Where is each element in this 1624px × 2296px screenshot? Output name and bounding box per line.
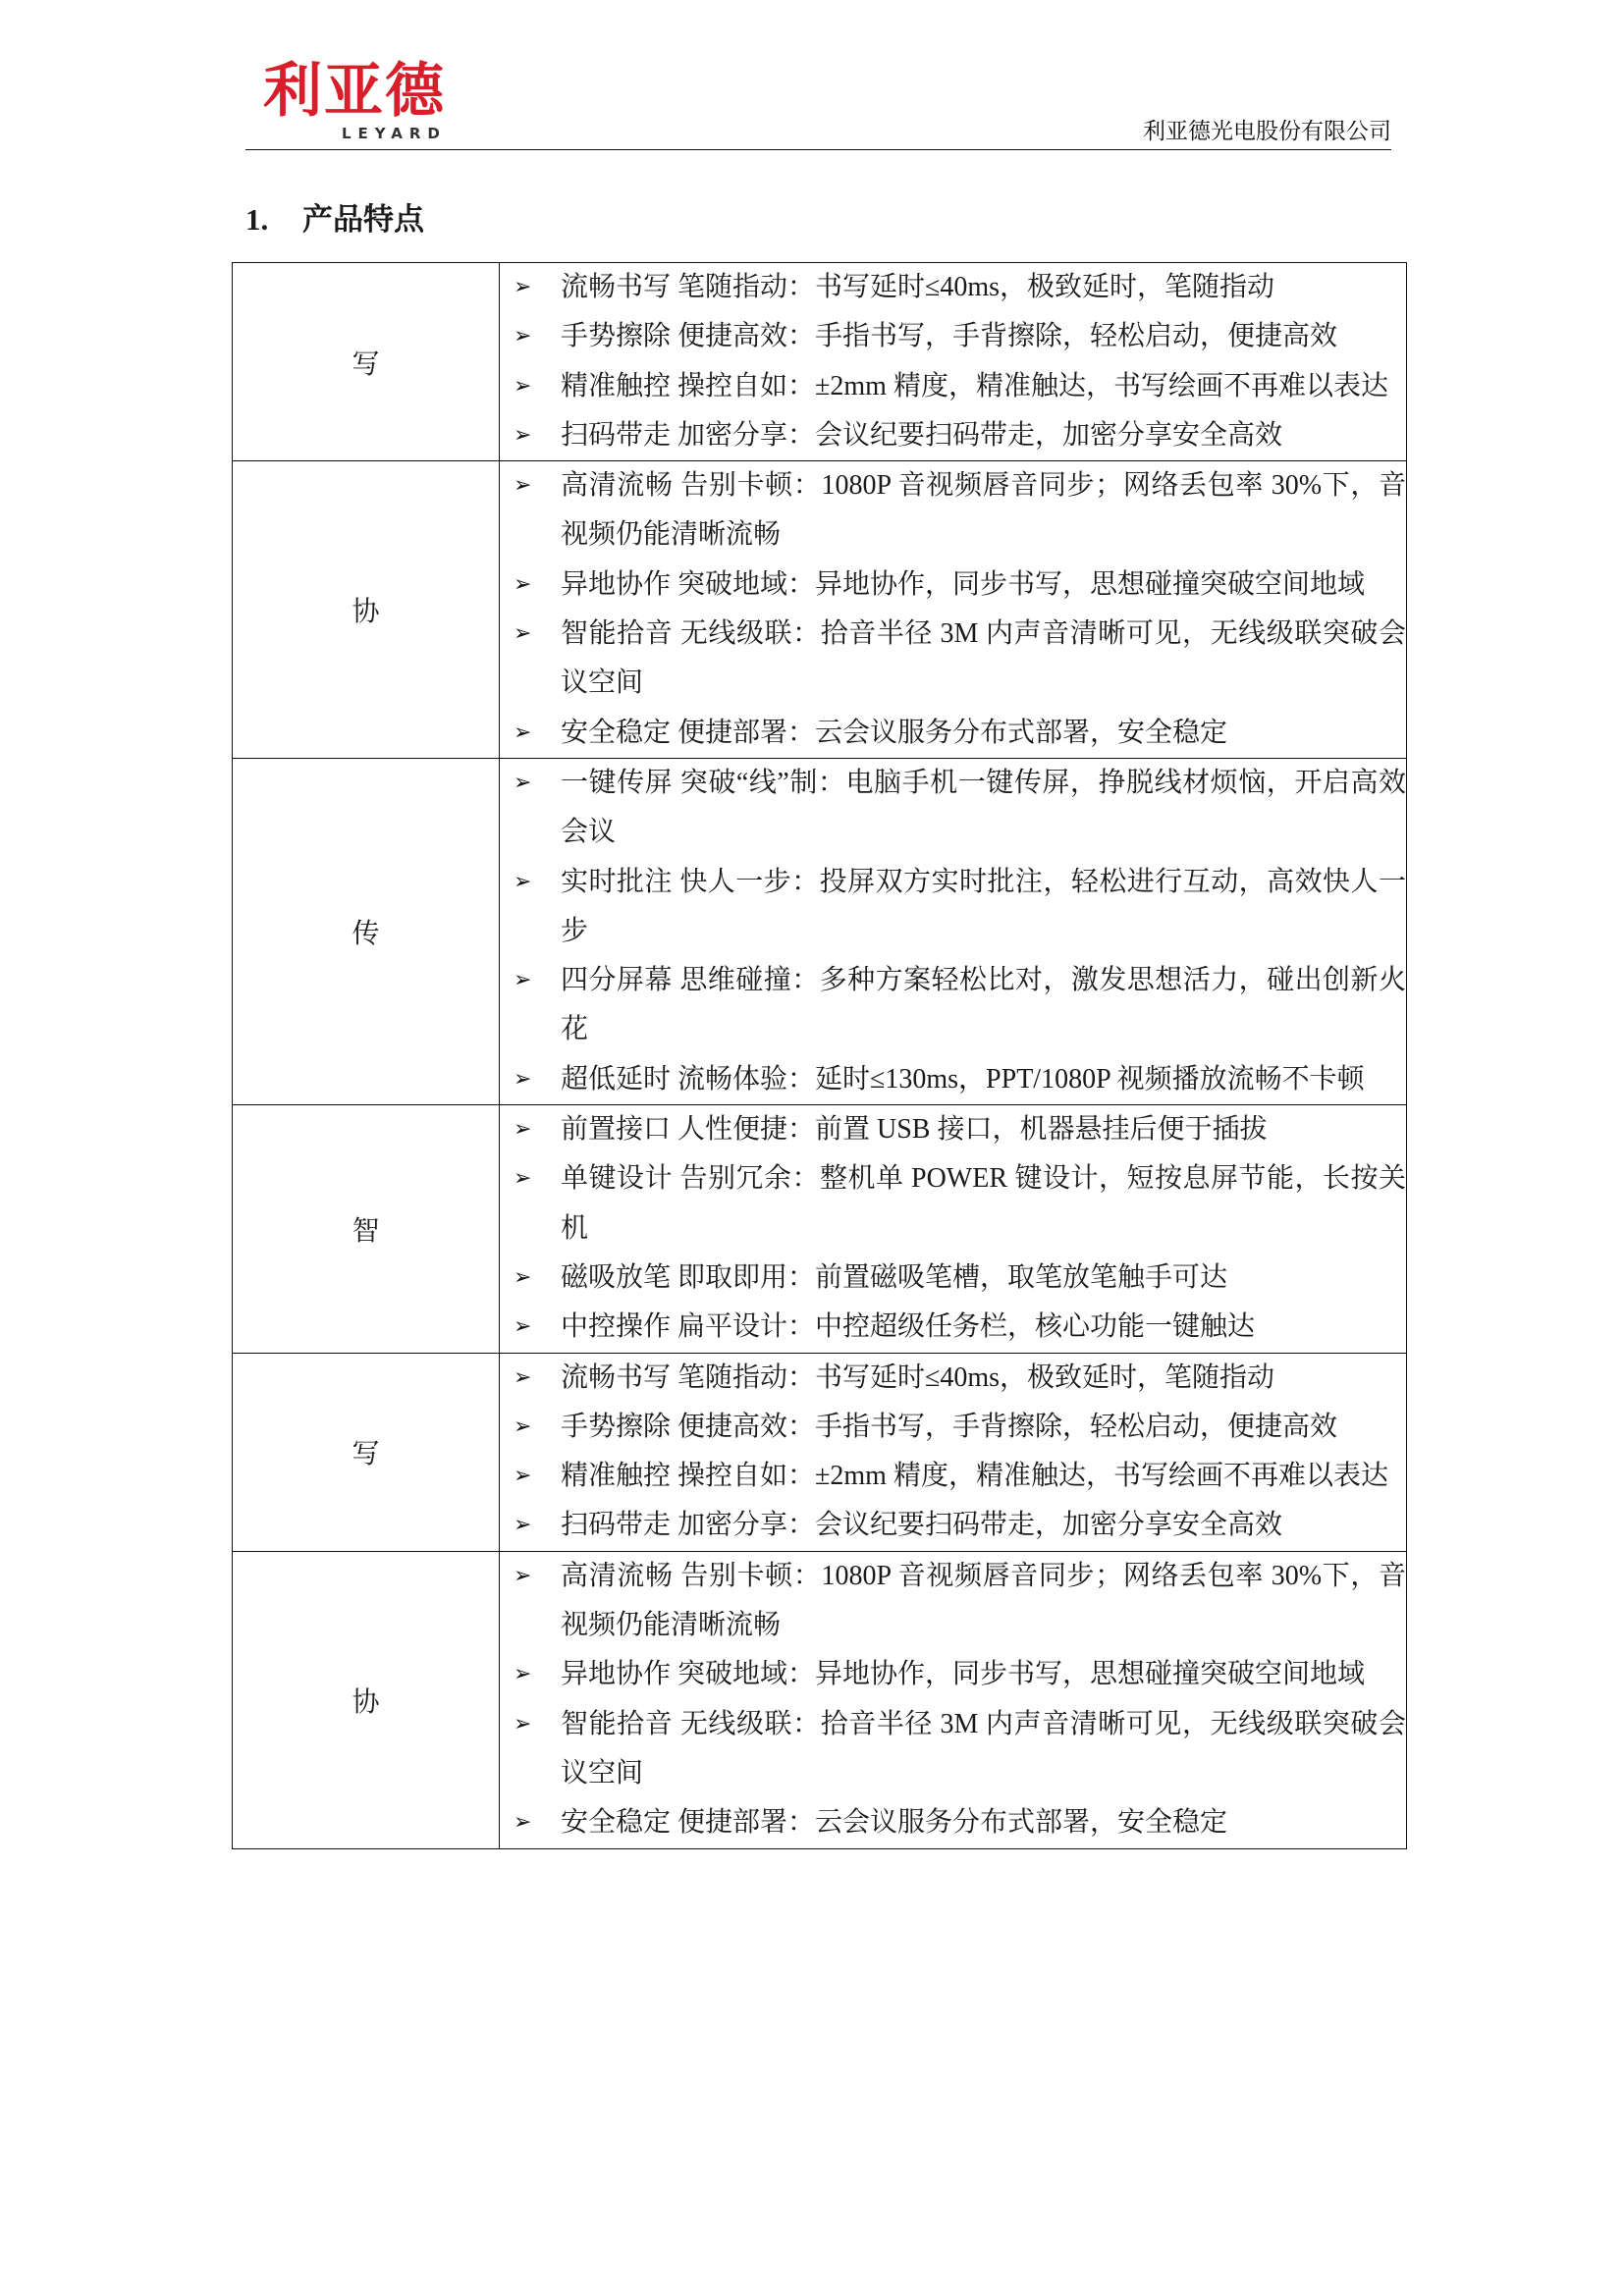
feature-row <box>233 263 1407 461</box>
feature-item-text: 延时≤130ms，PPT/1080P 视频播放流畅不卡顿 <box>815 1063 1365 1095</box>
feature-item-text: 1080P 音视频唇音同步；网络丢包率 30%下，音视频仍能清晰流畅 <box>561 470 1406 551</box>
category-cell: 写 <box>233 1353 500 1551</box>
feature-item <box>500 759 1406 858</box>
feature-item <box>500 1798 1406 1847</box>
feature-row <box>233 461 1407 759</box>
feature-item-text: 异地协作，同步书写，思想碰撞突破空间地域 <box>815 568 1366 600</box>
arrowhead-bullet-icon: ➢ <box>514 373 532 399</box>
feature-items-cell <box>500 263 1407 461</box>
category-cell: 协 <box>233 461 500 759</box>
arrowhead-bullet-icon: ➢ <box>514 621 532 647</box>
feature-item <box>500 411 1406 460</box>
feature-item-text: 1080P 音视频唇音同步；网络丢包率 30%下，音视频仍能清晰流畅 <box>561 1560 1406 1641</box>
feature-item <box>500 1354 1406 1403</box>
feature-item <box>500 610 1406 709</box>
feature-item-title: 手势擦除 便捷高效： <box>561 321 816 352</box>
company-name: 利亚德光电股份有限公司 <box>1143 119 1391 143</box>
feature-item-text: 前置 USB 接口，机器悬挂后便于插拔 <box>815 1114 1268 1146</box>
arrowhead-bullet-icon: ➢ <box>514 324 532 349</box>
feature-item-title: 异地协作 突破地域： <box>561 1659 816 1690</box>
feature-item-title: 前置接口 人性便捷： <box>561 1114 816 1146</box>
feature-item-text: 拾音半径 3M 内声音清晰可见，无线级联突破会议空间 <box>561 618 1406 699</box>
feature-item <box>500 1303 1406 1352</box>
feature-item <box>500 263 1406 312</box>
feature-item-title: 智能拾音 无线级联： <box>561 618 821 650</box>
feature-item-text: 手指书写，手背擦除，轻松启动，便捷高效 <box>815 1411 1338 1442</box>
feature-item-title: 智能拾音 无线级联： <box>561 1708 821 1739</box>
feature-item-text: 书写延时≤40ms，极致延时，笔随指动 <box>815 272 1275 302</box>
header-divider <box>245 149 1391 150</box>
feature-item-title: 四分屏幕 思维碰撞： <box>561 965 820 996</box>
feature-table-body <box>233 263 1407 1849</box>
feature-item-text: 整机单 POWER 键设计，短按息屏节能，长按关机 <box>561 1163 1406 1244</box>
feature-item-text: 手指书写，手背擦除，轻松启动，便捷高效 <box>815 321 1338 352</box>
feature-item <box>500 1650 1406 1699</box>
arrowhead-bullet-icon: ➢ <box>514 1414 532 1439</box>
feature-item <box>500 1501 1406 1550</box>
feature-item <box>500 362 1406 411</box>
feature-item <box>500 1055 1406 1104</box>
arrowhead-bullet-icon: ➢ <box>514 770 532 795</box>
section-heading <box>245 200 424 240</box>
feature-item <box>500 1254 1406 1303</box>
feature-item-text: 云会议服务分布式部署，安全稳定 <box>815 1807 1228 1839</box>
arrowhead-bullet-icon: ➢ <box>514 869 532 894</box>
feature-item <box>500 1452 1406 1501</box>
feature-item-title: 实时批注 快人一步： <box>561 866 820 897</box>
feature-item-title: 流畅书写 笔随指动： <box>561 272 816 302</box>
arrowhead-bullet-icon: ➢ <box>514 1810 532 1836</box>
feature-row <box>233 1105 1407 1353</box>
feature-item-text: 异地协作，同步书写，思想碰撞突破空间地域 <box>815 1659 1366 1690</box>
feature-list <box>500 1105 1406 1352</box>
arrowhead-bullet-icon: ➢ <box>514 720 532 745</box>
feature-item-title: 安全稳定 便捷部署： <box>561 717 816 748</box>
feature-item-title: 中控操作 扁平设计： <box>561 1311 816 1343</box>
feature-items-cell <box>500 461 1407 759</box>
feature-item-title: 高清流畅 告别卡顿： <box>561 470 822 502</box>
arrowhead-bullet-icon: ➢ <box>514 1364 532 1390</box>
arrowhead-bullet-icon: ➢ <box>514 1314 532 1340</box>
category-cell: 协 <box>233 1551 500 1848</box>
arrowhead-bullet-icon: ➢ <box>514 275 532 299</box>
feature-item-title: 高清流畅 告别卡顿： <box>561 1560 822 1591</box>
company-logo <box>263 57 489 141</box>
feature-items-cell <box>500 758 1407 1104</box>
feature-list <box>500 263 1406 460</box>
feature-item-text: 多种方案轻松比对，激发思想活力，碰出创新火花 <box>561 965 1406 1045</box>
arrowhead-bullet-icon: ➢ <box>514 1066 532 1092</box>
feature-item <box>500 956 1406 1055</box>
feature-items-cell <box>500 1353 1407 1551</box>
section-number: 1. <box>245 202 269 237</box>
feature-list <box>500 1552 1406 1848</box>
feature-item-title: 精准触控 操控自如： <box>561 370 816 401</box>
feature-item <box>500 312 1406 361</box>
feature-item-text: 电脑手机一键传屏，挣脱线材烦恼，开启高效会议 <box>561 767 1406 848</box>
feature-item-text: ±2mm 精度，精准触达，书写绘画不再难以表达 <box>815 1461 1388 1492</box>
feature-item-text: 拾音半径 3M 内声音清晰可见，无线级联突破会议空间 <box>561 1708 1406 1789</box>
feature-table <box>232 262 1407 1849</box>
feature-list <box>500 1354 1406 1551</box>
feature-item-title: 手势擦除 便捷高效： <box>561 1411 816 1442</box>
feature-item-text: 投屏双方实时批注，轻松进行互动，高效快人一步 <box>561 866 1406 946</box>
feature-item-title: 异地协作 突破地域： <box>561 568 816 600</box>
feature-item-text: 云会议服务分布式部署，安全稳定 <box>815 717 1228 748</box>
arrowhead-bullet-icon: ➢ <box>514 571 532 597</box>
feature-item-title: 精准触控 操控自如： <box>561 1461 816 1492</box>
feature-item <box>500 709 1406 758</box>
arrowhead-bullet-icon: ➢ <box>514 473 532 499</box>
arrowhead-bullet-icon: ➢ <box>514 422 532 448</box>
feature-row <box>233 1551 1407 1848</box>
feature-item-title: 超低延时 流畅体验： <box>561 1063 816 1095</box>
feature-item <box>500 1700 1406 1799</box>
feature-item-text: 会议纪要扫码带走，加密分享安全高效 <box>815 1510 1283 1541</box>
arrowhead-bullet-icon: ➢ <box>514 1117 532 1143</box>
feature-item-text: ±2mm 精度，精准触达，书写绘画不再难以表达 <box>815 370 1388 401</box>
feature-item <box>500 461 1406 561</box>
feature-item-title: 一键传屏 突破“线”制： <box>561 767 846 798</box>
feature-item <box>500 1552 1406 1651</box>
logo-english-text: LEYARD <box>342 125 447 142</box>
arrowhead-bullet-icon: ➢ <box>514 1662 532 1687</box>
feature-list <box>500 759 1406 1104</box>
arrowhead-bullet-icon: ➢ <box>514 1464 532 1489</box>
category-cell: 写 <box>233 263 500 461</box>
section-title: 产品特点 <box>302 202 424 237</box>
feature-item <box>500 1105 1406 1154</box>
arrowhead-bullet-icon: ➢ <box>514 1711 532 1736</box>
feature-item-text: 前置磁吸笔槽，取笔放笔触手可达 <box>815 1261 1228 1293</box>
feature-item-title: 流畅书写 笔随指动： <box>561 1362 816 1393</box>
feature-list <box>500 461 1406 758</box>
arrowhead-bullet-icon: ➢ <box>514 1563 532 1588</box>
logo-chinese-text: 利亚德 <box>263 57 446 126</box>
feature-item-title: 扫码带走 加密分享： <box>561 1510 816 1541</box>
category-cell: 传 <box>233 758 500 1104</box>
feature-item <box>500 1403 1406 1452</box>
feature-item <box>500 561 1406 610</box>
feature-items-cell <box>500 1551 1407 1848</box>
feature-item-title: 磁吸放笔 即取即用： <box>561 1261 816 1293</box>
feature-item-title: 扫码带走 加密分享： <box>561 419 816 451</box>
arrowhead-bullet-icon: ➢ <box>514 1166 532 1192</box>
feature-row <box>233 758 1407 1104</box>
category-cell: 智 <box>233 1105 500 1353</box>
feature-item-title: 安全稳定 便捷部署： <box>561 1807 816 1839</box>
feature-item-text: 中控超级任务栏，核心功能一键触达 <box>815 1311 1256 1343</box>
arrowhead-bullet-icon: ➢ <box>514 1264 532 1290</box>
feature-item-text: 书写延时≤40ms，极致延时，笔随指动 <box>815 1362 1275 1393</box>
arrowhead-bullet-icon: ➢ <box>514 968 532 993</box>
feature-item-text: 会议纪要扫码带走，加密分享安全高效 <box>815 419 1283 451</box>
arrowhead-bullet-icon: ➢ <box>514 1513 532 1538</box>
feature-row <box>233 1353 1407 1551</box>
feature-items-cell <box>500 1105 1407 1353</box>
feature-item <box>500 1154 1406 1254</box>
feature-item-title: 单键设计 告别冗余： <box>561 1163 820 1195</box>
feature-item <box>500 858 1406 957</box>
